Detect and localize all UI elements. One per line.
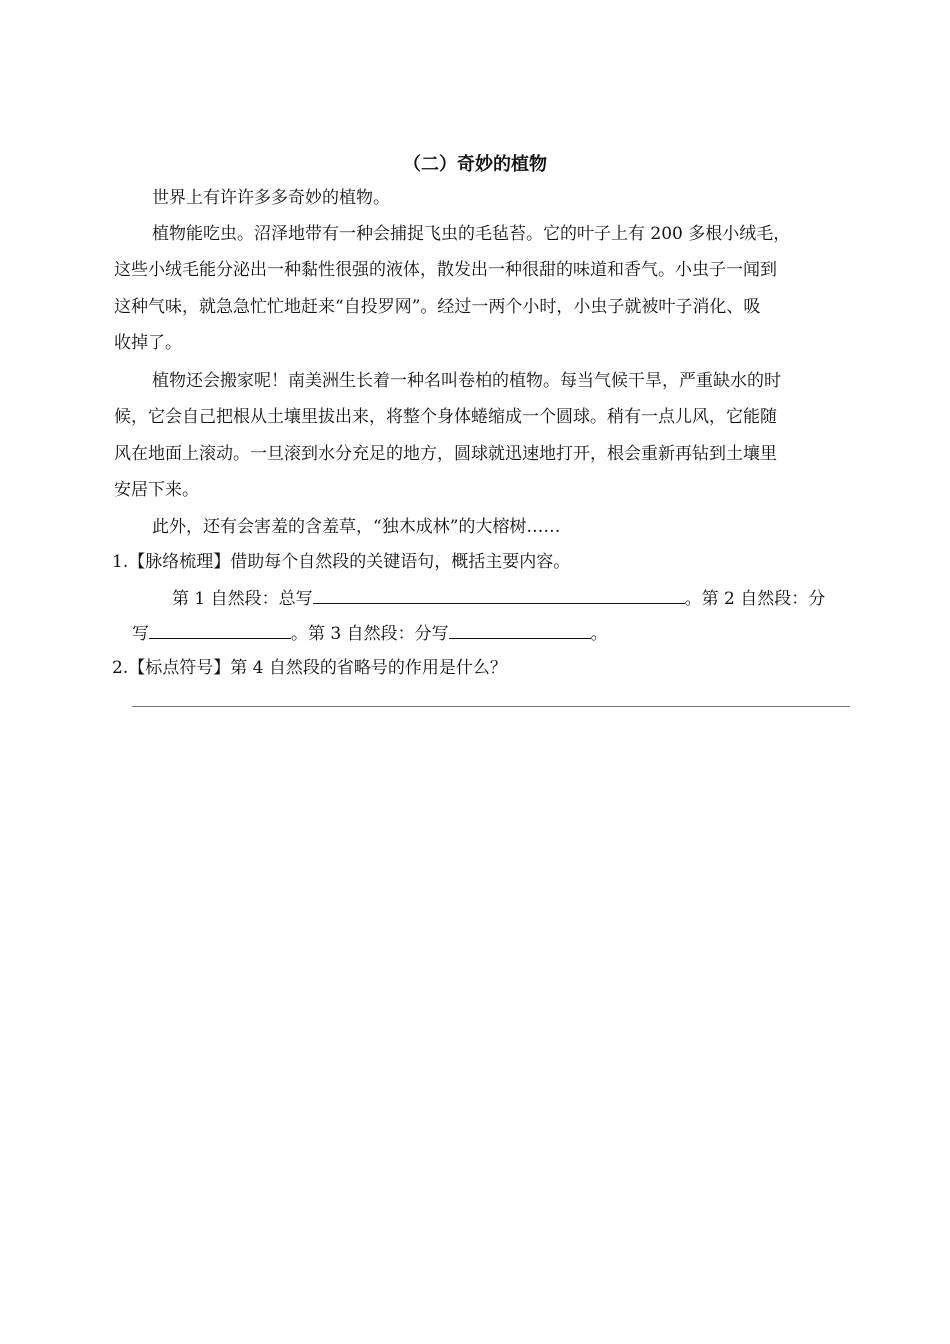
question-2: 2.【标点符号】第 4 自然段的省略号的作用是什么？ [112,658,507,678]
question-1-part-a: 第 1 自然段：总写 [172,589,313,609]
answer-blank-paragraph-1[interactable] [313,585,685,604]
paragraph-3-line-3: 风在地面上滚动。一旦滚到水分充足的地方，圆球就迅速地打开，根会重新再钻到土壤里 [114,444,777,464]
question-1-part-c: 写 [132,624,149,644]
question-1: 1.【脉络梳理】借助每个自然段的关键语句，概括主要内容。 [112,552,571,572]
section-title: （二）奇妙的植物 [403,154,547,175]
paragraph-4: 此外，还有会害羞的含羞草，“独木成林”的大榕树…… [152,517,561,537]
paragraph-2-line-1: 植物能吃虫。沼泽地带有一种会捕捉飞虫的毛毡苔。它的叶子上有 200 多根小绒毛， [152,224,791,244]
paragraph-3-line-1: 植物还会搬家呢！南美洲生长着一种名叫卷柏的植物。每当气候干旱，严重缺水的时 [152,371,781,391]
paragraph-2-line-2: 这些小绒毛能分泌出一种黏性很强的液体，散发出一种很甜的味道和香气。小虫子一闻到 [114,260,777,280]
answer-blank-paragraph-2[interactable] [149,620,291,639]
question-1-part-b: 。第 2 自然段：分 [684,589,826,609]
paragraph-2-line-3: 这种气味，就急急忙忙地赶来“自投罗网”。经过一两个小时，小虫子就被叶子消化、吸 [114,297,761,317]
paragraph-3-line-4: 安居下来。 [114,480,199,500]
question-1-line-2 [132,620,608,646]
paragraph-2-line-4: 收掉了。 [114,333,182,353]
question-1-part-d: 。第 3 自然段：分写 [291,624,449,644]
paragraph-3-line-2: 候，它会自己把根从土壤里拔出来，将整个身体蜷缩成一个圆球。稍有一点儿风，它能随 [114,407,777,427]
question-1-line-1 [172,585,825,611]
answer-line-question-2[interactable] [132,706,850,707]
paragraph-1: 世界上有许许多多奇妙的植物。 [152,188,390,208]
question-1-part-e: 。 [590,624,608,644]
answer-blank-paragraph-3[interactable] [449,620,591,639]
